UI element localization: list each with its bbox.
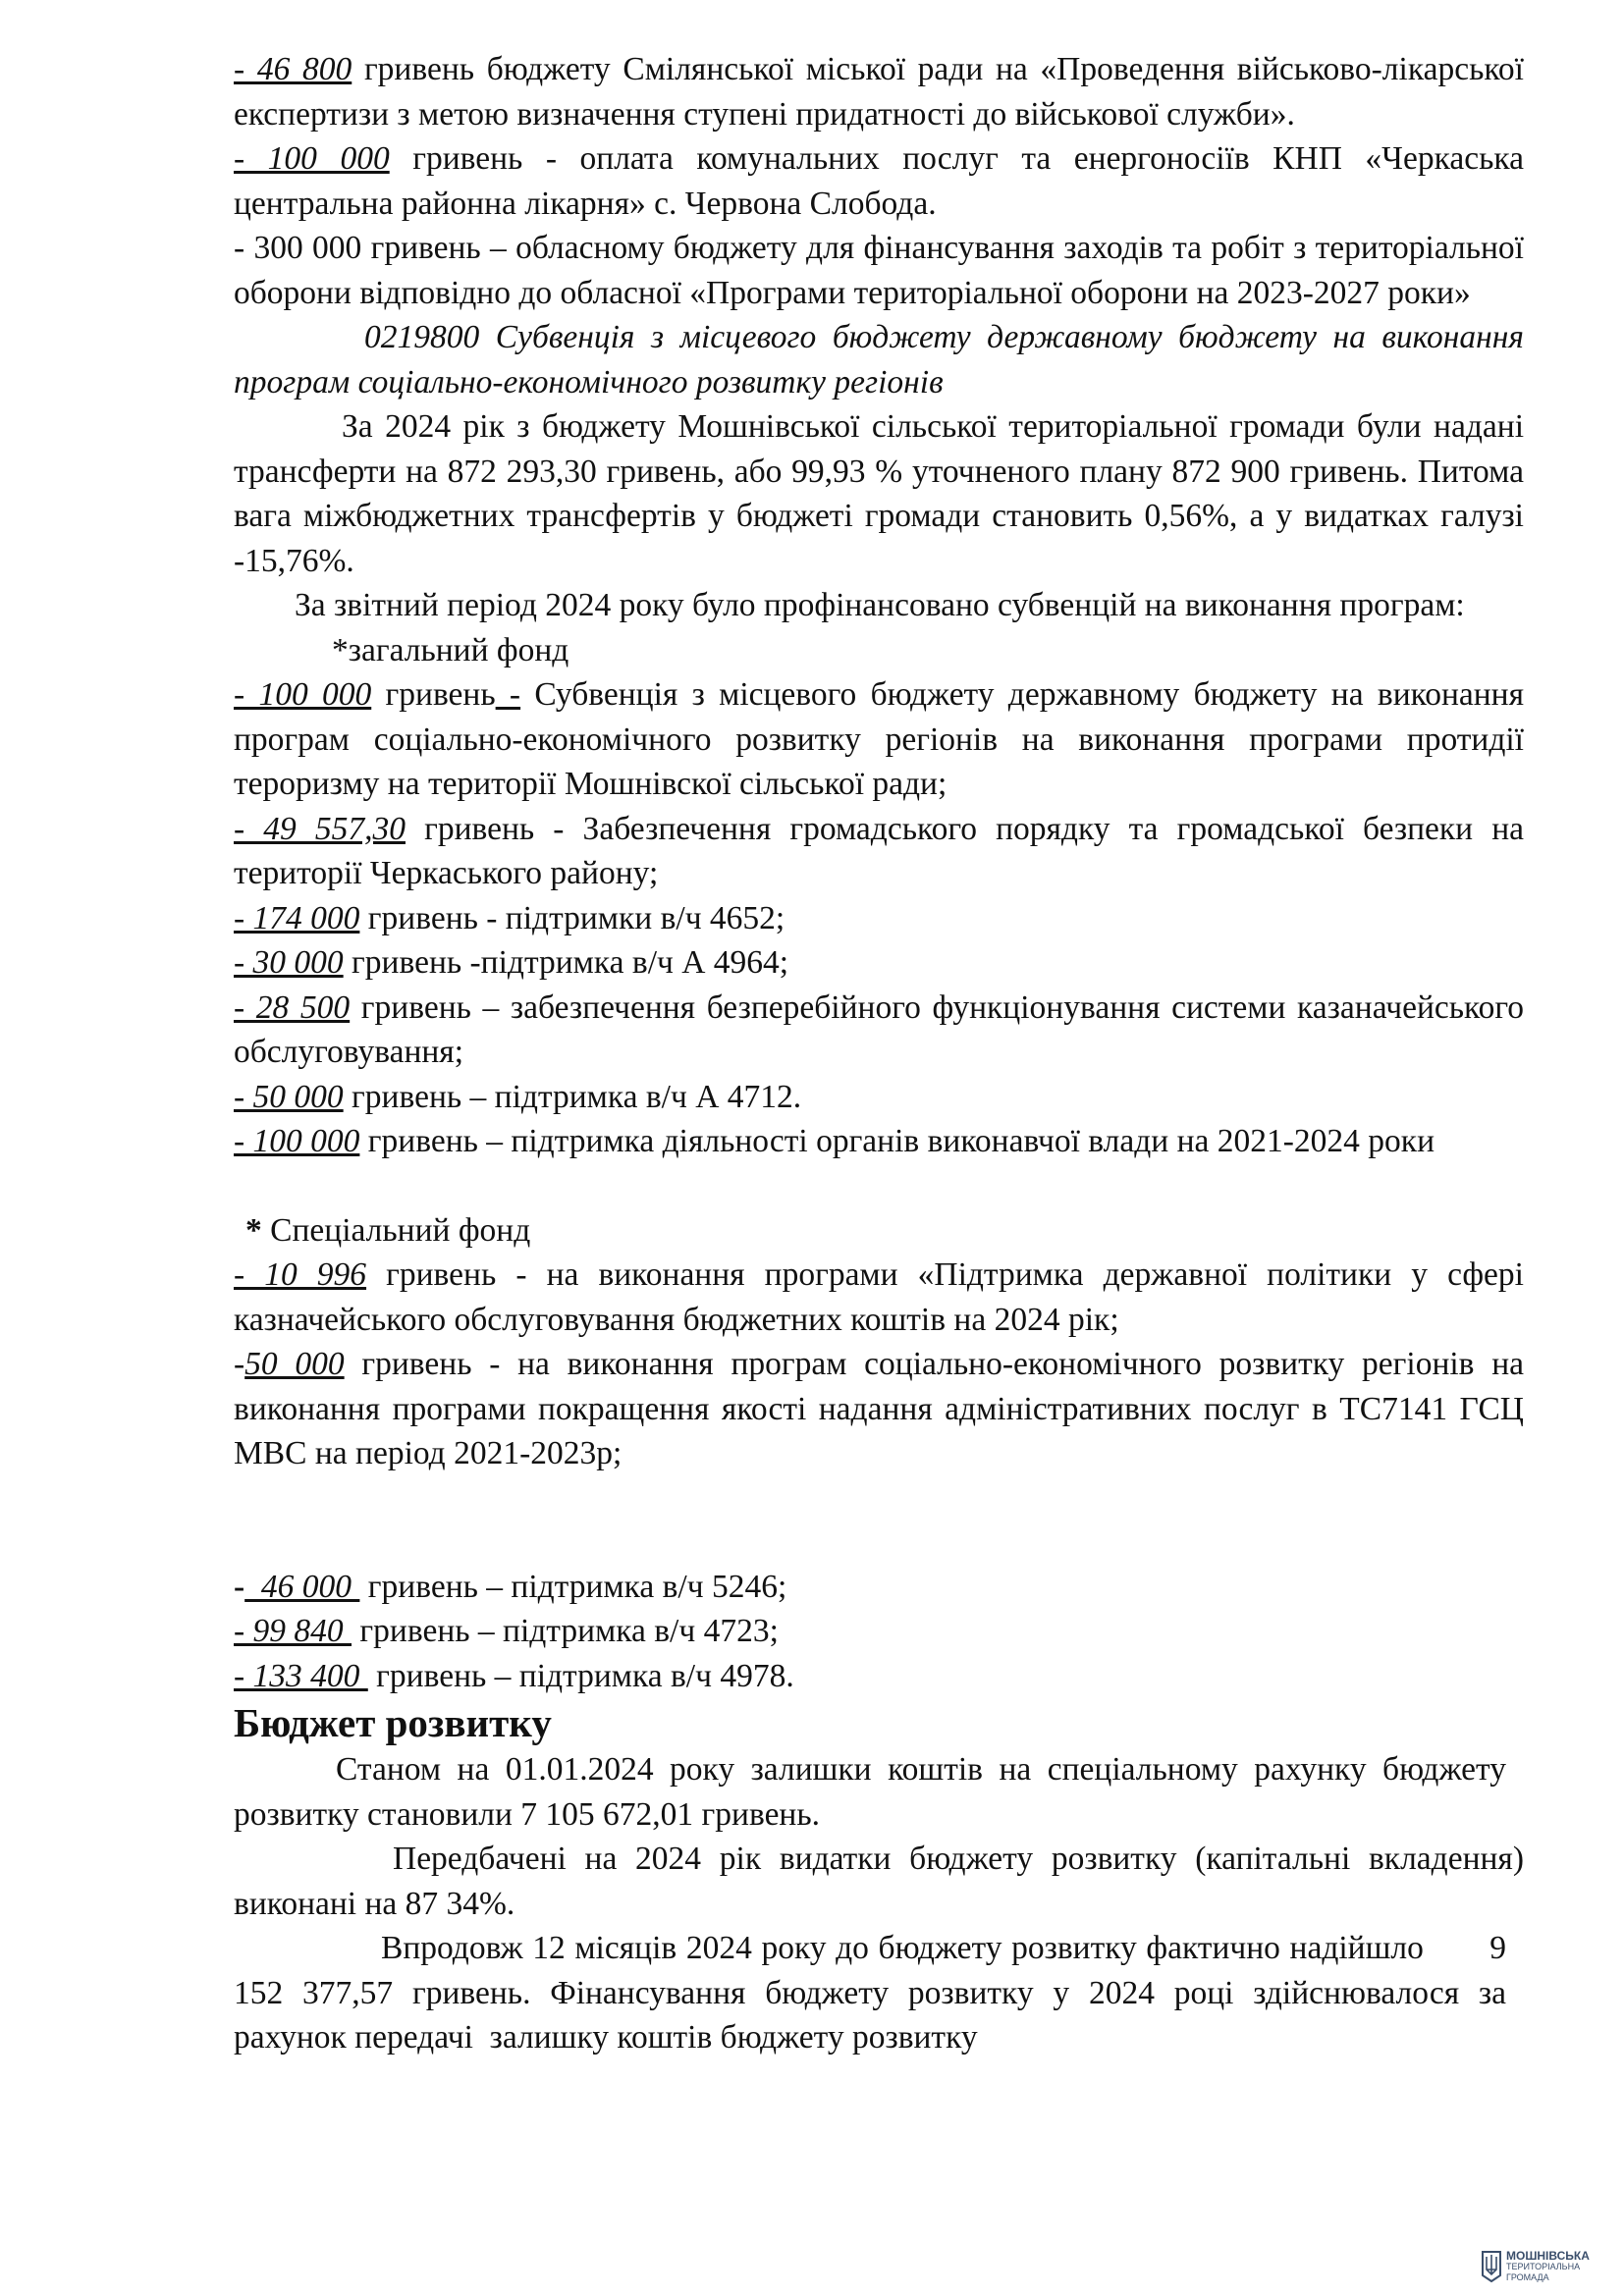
special-item bbox=[234, 1342, 1524, 1476]
document-page bbox=[234, 47, 1524, 2060]
spacer bbox=[234, 1164, 1524, 1208]
amount: - 100 000 bbox=[234, 140, 390, 177]
paragraph-text: гривень - оплата комунальних послуг та енергоносіїв КНП «Черкаська центральна районна лікарня» с. Червона Слобода. bbox=[234, 140, 1524, 222]
unit-item bbox=[234, 1654, 1524, 1699]
asterisk: * bbox=[245, 1211, 262, 1249]
amount: - 100 000 bbox=[234, 1123, 360, 1159]
special-item bbox=[234, 1253, 1524, 1342]
paragraph-utilities bbox=[234, 136, 1524, 226]
unit-item bbox=[234, 1609, 1524, 1654]
amount: - 28 500 bbox=[234, 988, 351, 1026]
amount: - 10 996 bbox=[234, 1256, 367, 1293]
paragraph-reporting-period: За звітний період 2024 року було профінансовано субвенцій на виконання програм: bbox=[295, 587, 1465, 623]
item-prefix: - bbox=[234, 1346, 245, 1382]
general-item bbox=[234, 1075, 1524, 1120]
general-item bbox=[234, 940, 1524, 986]
spacer bbox=[234, 1476, 1524, 1565]
unit-item bbox=[234, 1565, 1524, 1610]
item-text: гривень – підтримка в/ч А 4712. bbox=[343, 1078, 802, 1115]
general-item bbox=[234, 896, 1524, 941]
paragraph-text: гривень бюджету Смілянської міської ради на «Проведення військово-лікарської експертизи з метою визначення ступені придатності до військової служби». bbox=[234, 51, 1524, 133]
item-text: гривень -підтримка в/ч А 4964; bbox=[343, 944, 789, 981]
item-text: гривень – підтримка в/ч 5246; bbox=[359, 1568, 787, 1605]
amount: - 100 000 bbox=[234, 676, 372, 713]
amount: - 99 840 bbox=[234, 1613, 352, 1649]
paragraph-territorial-defense: - 300 000 гривень – обласному бюджету для фінансування заходів та робіт з територіальної оборони відповідно до обласної «Програми територіальної оборони на 2023-2027 роки» bbox=[234, 230, 1524, 311]
general-item bbox=[234, 807, 1524, 896]
general-item bbox=[234, 1119, 1524, 1164]
amount: - 46 800 bbox=[234, 51, 352, 87]
amount: - 49 557,30 bbox=[234, 810, 406, 847]
item-text: гривень - Забезпечення громадського порядку та громадської безпеки на території Черкаського району; bbox=[234, 810, 1524, 891]
amount: - 174 000 bbox=[234, 899, 360, 936]
item-text: гривень - підтримки в/ч 4652; bbox=[359, 899, 785, 936]
section-title-development-budget: Бюджет розвитку bbox=[234, 1700, 552, 1745]
item-text: гривень – підтримка діяльності органів виконавчої влади на 2021-2024 роки bbox=[359, 1123, 1435, 1159]
item-text-dash: - bbox=[495, 676, 521, 713]
paragraph-transfers: За 2024 рік з бюджету Мошнівської сільської територіальної громади були надані трансферти на 872 293,30 гривень, або 99,93 % уточненого плану 872 900 гривень. Питома вага міжбюджетних трансфертів у бюджеті громади становить 0,56%, а у видатках галузі -15,76%. bbox=[234, 408, 1524, 579]
item-prefix: - bbox=[234, 1568, 245, 1605]
logo-line: МОШНІВСЬКА bbox=[1506, 2248, 1590, 2263]
community-logo bbox=[1481, 2243, 1624, 2290]
special-fund-label bbox=[234, 1208, 1524, 1254]
item-text: гривень – підтримка в/ч 4978. bbox=[367, 1657, 794, 1694]
paragraph-expenditures: Передбачені на 2024 рік видатки бюджету розвитку (капітальні вкладення) виконані на 87 34%. bbox=[234, 1841, 1524, 1922]
general-item bbox=[234, 986, 1524, 1075]
item-text: гривень – підтримка в/ч 4723; bbox=[352, 1613, 779, 1649]
item-text: гривень – забезпечення безперебійного функціонування системи казаначейського обслуговування; bbox=[234, 988, 1525, 1070]
amount: 46 000 bbox=[244, 1568, 360, 1605]
paragraph-balance: Станом на 01.01.2024 року залишки коштів на спеціальному рахунку бюджету розвитку становили 7 105 672,01 гривень. bbox=[234, 1751, 1506, 1833]
amount: - 50 000 bbox=[234, 1078, 344, 1115]
amount: - 30 000 bbox=[234, 944, 344, 981]
amount: 50 000 bbox=[244, 1346, 345, 1382]
logo-line: ГРОМАДА bbox=[1506, 2271, 1549, 2282]
item-text: Субвенція з місцевого бюджету державному бюджету на виконання програм соціально-економічного розвитку регіонів на виконання програми протидії тероризму на території Мошнівскої сільської ради; bbox=[234, 676, 1525, 802]
budget-code-heading: 0219800 Субвенція з місцевого бюджету державному бюджету на виконання програм соціально-економічного розвитку регіонів bbox=[234, 319, 1524, 400]
amount: - 133 400 bbox=[234, 1657, 368, 1694]
paragraph-military-expertise bbox=[234, 47, 1524, 136]
item-text: гривень - на виконання програми «Підтримка державної політики у сфері казначейського обслуговування бюджетних коштів на 2024 рік; bbox=[234, 1256, 1524, 1338]
trident-emblem-icon bbox=[1481, 2250, 1502, 2283]
label-text: Спеціальний фонд bbox=[261, 1211, 531, 1249]
general-item bbox=[234, 672, 1524, 807]
item-text: гривень - на виконання програм соціально-економічного розвитку регіонів на виконання програми покращення якості надання адміністративних послуг в ТС7141 ГСЦ МВС на період 2021-2023р; bbox=[234, 1346, 1525, 1471]
item-text: гривень bbox=[371, 676, 496, 713]
paragraph-receipts: Впродовж 12 місяців 2024 року до бюджету розвитку фактично надійшло 9 152 377,57 гривень. Фінансування бюджету розвитку у 2024 році здійснювалося за рахунок передачі залишку коштів бюджету розвитку bbox=[234, 1930, 1515, 2056]
logo-line: ТЕРИТОРІАЛЬНА bbox=[1506, 2261, 1581, 2271]
logo-text bbox=[1506, 2248, 1590, 2283]
general-fund-label: *загальний фонд bbox=[332, 631, 569, 668]
